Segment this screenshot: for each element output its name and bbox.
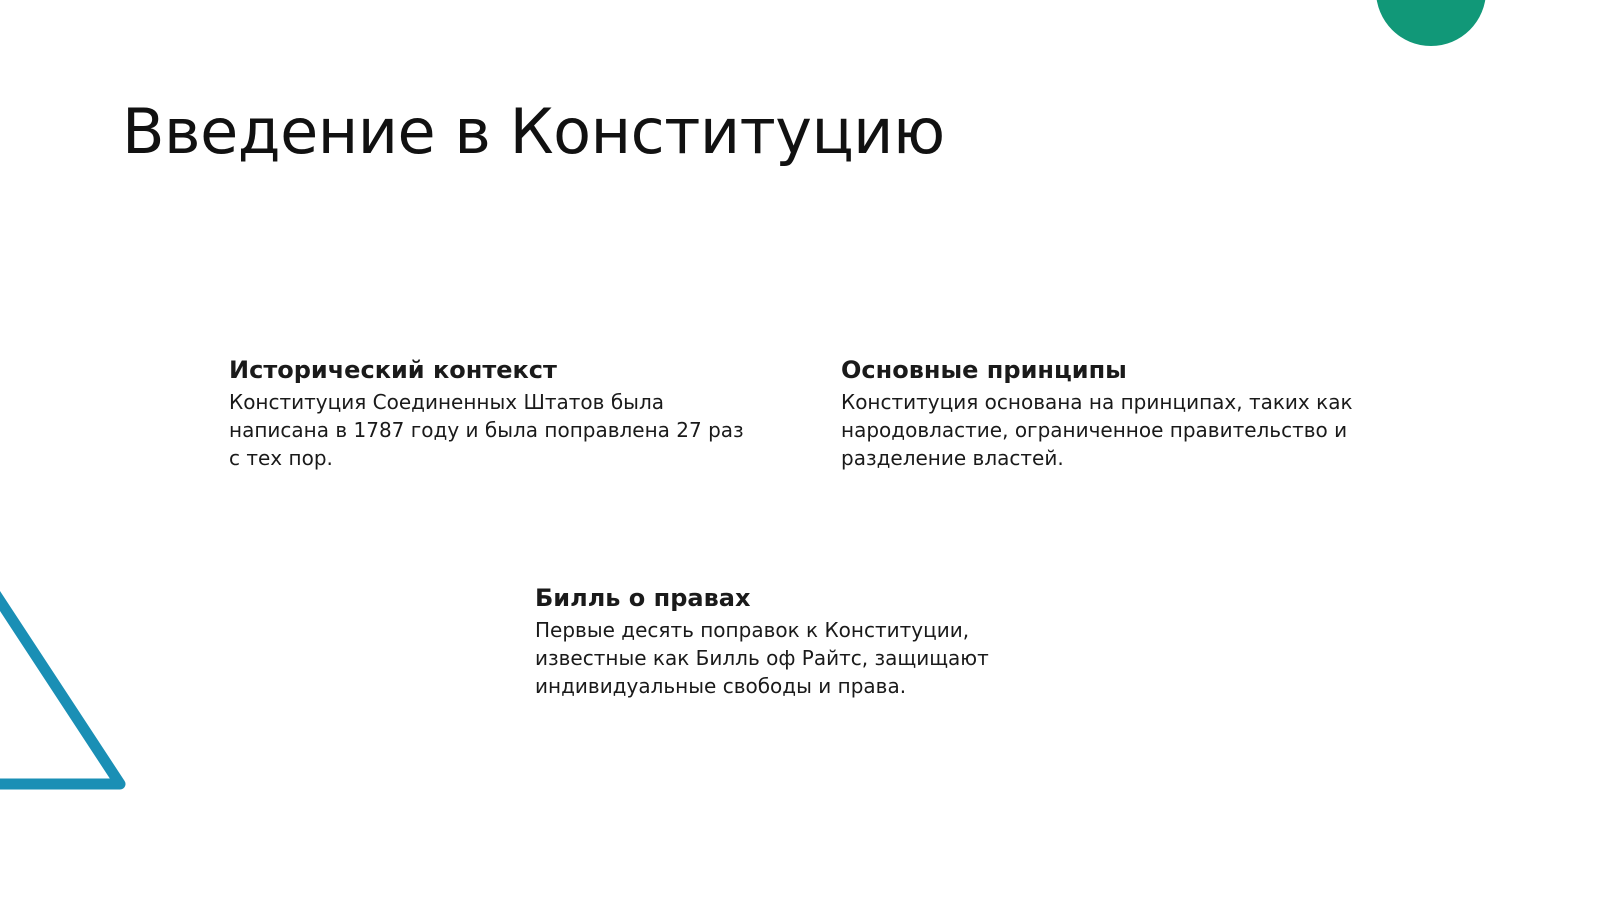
slide-title: Введение в Конституцию xyxy=(122,95,945,168)
circle-decoration-icon xyxy=(1376,0,1486,46)
section-text: Первые десять поправок к Конституции, известные как Билль оф Райтс, защищают индивидуальные свободы и права. xyxy=(535,618,989,698)
section-heading: Билль о правах xyxy=(535,584,751,612)
triangle-decoration-icon xyxy=(0,560,140,820)
section-bill-of-rights xyxy=(535,582,1035,700)
section-historical-context xyxy=(229,354,749,472)
section-text: Конституция Соединенных Штатов была написана в 1787 году и была поправлена 27 раз с тех пор. xyxy=(229,390,744,470)
section-heading: Основные принципы xyxy=(841,356,1127,384)
section-core-principles xyxy=(841,354,1361,472)
section-heading: Исторический контекст xyxy=(229,356,557,384)
section-text: Конституция основана на принципах, таких как народовластие, ограниченное правительство и разделение властей. xyxy=(841,390,1353,470)
